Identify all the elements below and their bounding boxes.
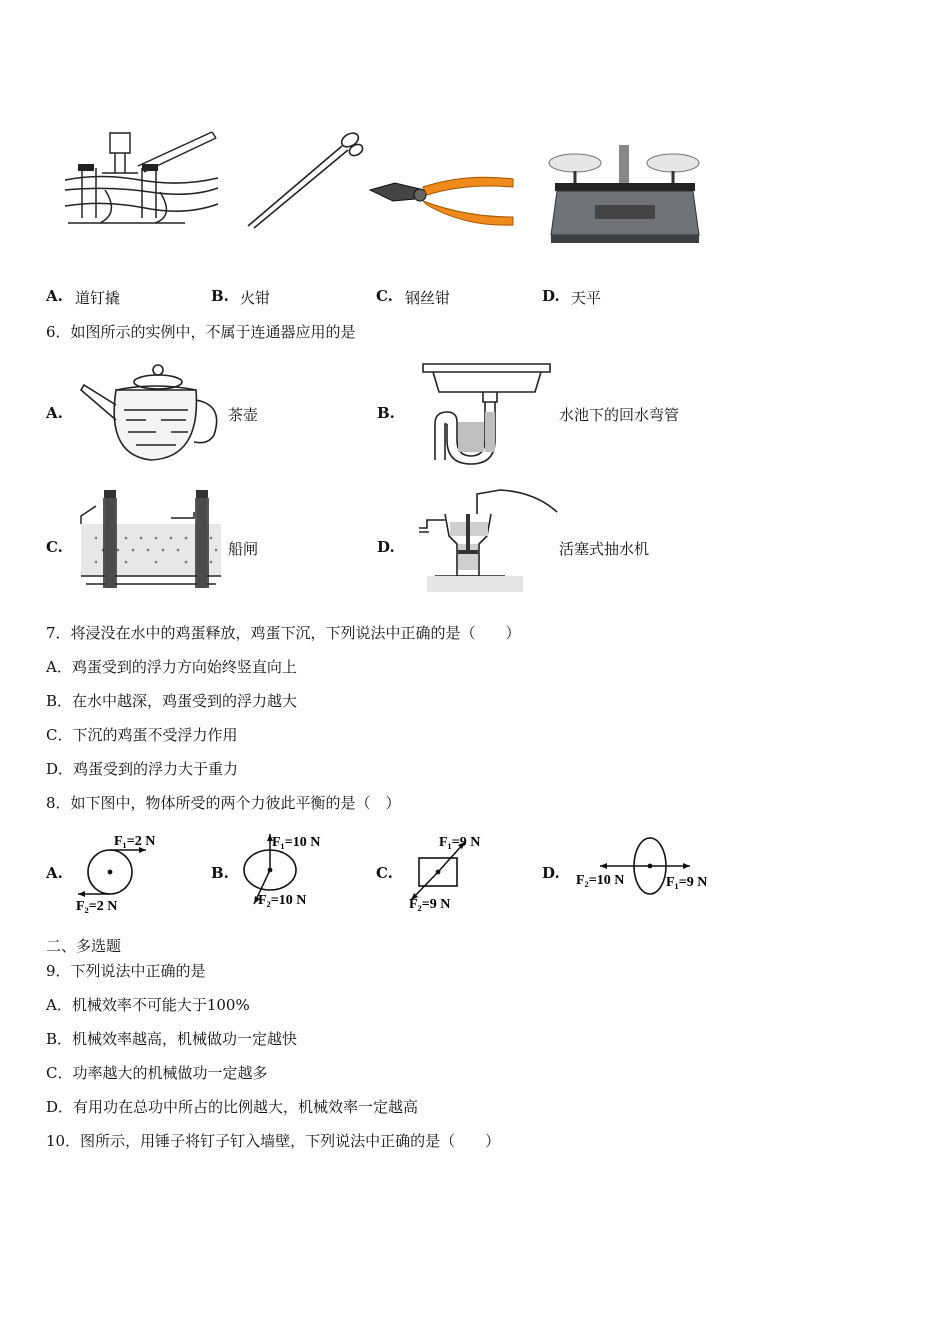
q9-option-a: A．机械效率不可能大于100% [46,996,250,1014]
figure-teapot [76,360,226,465]
q10-stem: 10．图所示，用锤子将钉子钉入墙壁，下列说法中正确的是（ ） [46,1132,501,1150]
q6-option-d-text: 活塞式抽水机 [559,540,650,558]
figure-sink-trap [405,360,557,465]
q8-option-c-letter: C. [376,864,393,882]
q5-option-d-text: 天平 [571,289,602,307]
q6-stem: 6．如图所示的实例中，不属于连通器应用的是 [46,323,356,341]
figure-pliers [365,165,520,235]
figure-balance [545,135,705,250]
q8-c-f2: F₂=9 N [409,897,451,912]
figure-crowbar [60,128,220,233]
q7-stem: 7．将浸没在水中的鸡蛋释放，鸡蛋下沉，下列说法中正确的是（ ） [46,624,521,642]
q8-d-f2: F₂=10 N [576,873,625,888]
q8-stem: 8．如下图中，物体所受的两个力彼此平衡的是（ ） [46,794,401,812]
q6-option-b-text: 水池下的回水弯管 [559,406,680,424]
figure-force-a [72,828,182,914]
q8-a-f1: F₁=2 N [114,834,156,849]
q5-option-a-text: 道钉撬 [75,289,121,307]
q8-option-a-letter: A. [46,864,63,882]
q5-option-d-letter: D. [542,287,560,305]
q8-c-f1: F₁=9 N [439,835,481,850]
q6-option-c-letter: C. [46,538,63,556]
figure-ship-lock [76,488,226,593]
q5-option-a-letter: A. [46,287,63,305]
q8-d-f1: F₁=9 N [666,875,708,890]
q6-option-d-letter: D. [377,538,395,556]
figure-tongs [240,128,365,233]
q5-option-b-text: 火钳 [240,289,271,307]
q7-option-d: D．鸡蛋受到的浮力大于重力 [46,760,239,778]
q9-option-c: C．功率越大的机械做功一定越多 [46,1064,268,1082]
q9-option-b: B．机械效率越高，机械做功一定越快 [46,1030,298,1048]
figure-piston-pump [405,484,560,596]
q6-option-a-text: 茶壶 [228,406,259,424]
section-heading-multiple-choice: 二、多选题 [46,937,122,955]
q8-a-f2: F₂=2 N [76,899,118,914]
q6-option-b-letter: B. [377,404,395,422]
q9-option-d: D．有用功在总功中所占的比例越大，机械效率一定越高 [46,1098,419,1116]
q5-option-c-text: 钢丝钳 [405,289,451,307]
q9-stem: 9．下列说法中正确的是 [46,962,206,980]
q8-b-f2: F₂=10 N [258,893,307,908]
q6-option-a-letter: A. [46,404,63,422]
q8-b-f1: F₁=10 N [272,835,321,850]
q8-option-d-letter: D. [542,864,560,882]
figure-force-d [572,828,722,914]
figure-force-c [405,828,505,914]
q7-option-c: C．下沉的鸡蛋不受浮力作用 [46,726,238,744]
figure-force-b [238,828,338,914]
q8-option-b-letter: B. [211,864,229,882]
q7-option-a: A．鸡蛋受到的浮力方向始终竖直向上 [46,658,297,676]
q6-option-c-text: 船闸 [228,540,259,558]
q5-option-c-letter: C. [376,287,393,305]
q7-option-b: B．在水中越深，鸡蛋受到的浮力越大 [46,692,298,710]
q5-option-b-letter: B. [211,287,229,305]
